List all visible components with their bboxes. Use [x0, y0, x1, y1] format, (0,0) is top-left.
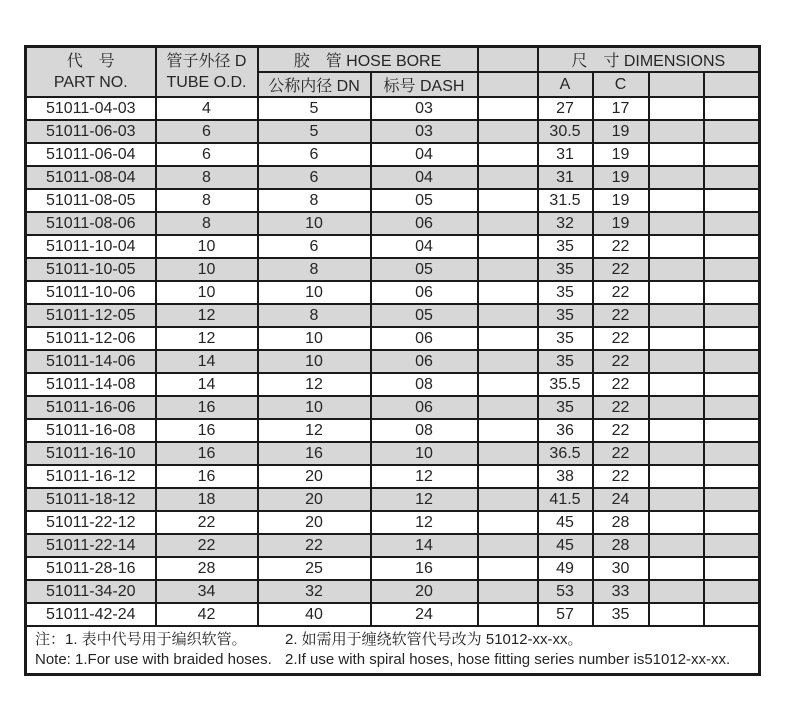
cell-dn: 16 — [258, 442, 371, 465]
spacer-cell — [649, 373, 704, 396]
cell-a: 32 — [538, 212, 593, 235]
cell-c: 19 — [593, 212, 649, 235]
spacer-cell — [649, 120, 704, 143]
spacer-cell — [704, 97, 760, 120]
cell-dash: 24 — [371, 603, 478, 626]
note-line-en — [35, 650, 750, 670]
table-row — [26, 304, 760, 327]
cell-dash: 12 — [371, 511, 478, 534]
cell-part-no: 51011-12-05 — [26, 304, 156, 327]
cell-c: 22 — [593, 258, 649, 281]
spacer-cell — [704, 304, 760, 327]
spacer-cell — [649, 304, 704, 327]
table-row — [26, 189, 760, 212]
spacer-cell — [478, 373, 538, 396]
spacer-cell — [649, 557, 704, 580]
note-zh-1: 注：1. 表中代号用于编织软管。 — [35, 631, 247, 648]
cell-tube-od: 28 — [156, 557, 258, 580]
cell-dn: 5 — [258, 97, 371, 120]
header-col-c: C — [593, 72, 649, 97]
cell-part-no: 51011-10-04 — [26, 235, 156, 258]
cell-dn: 6 — [258, 235, 371, 258]
cell-c: 19 — [593, 120, 649, 143]
cell-a: 31 — [538, 143, 593, 166]
cell-c: 22 — [593, 304, 649, 327]
spacer-cell — [478, 143, 538, 166]
spacer-cell — [704, 327, 760, 350]
cell-part-no: 51011-16-10 — [26, 442, 156, 465]
spacer-cell — [649, 212, 704, 235]
cell-tube-od: 10 — [156, 258, 258, 281]
spacer-cell — [704, 534, 760, 557]
spacer-cell — [704, 143, 760, 166]
spacer-cell — [704, 350, 760, 373]
spacer-cell — [704, 396, 760, 419]
cell-a: 27 — [538, 97, 593, 120]
cell-part-no: 51011-16-06 — [26, 396, 156, 419]
cell-a: 57 — [538, 603, 593, 626]
spacer-cell — [649, 235, 704, 258]
spacer-cell — [704, 189, 760, 212]
cell-tube-od: 16 — [156, 396, 258, 419]
cell-dash: 03 — [371, 120, 478, 143]
header-dimensions: 尺 寸 DIMENSIONS — [538, 47, 760, 73]
cell-part-no: 51011-10-05 — [26, 258, 156, 281]
cell-part-no: 51011-14-06 — [26, 350, 156, 373]
cell-dn: 6 — [258, 166, 371, 189]
cell-part-no: 51011-08-04 — [26, 166, 156, 189]
table-header — [26, 47, 760, 98]
cell-tube-od: 8 — [156, 166, 258, 189]
cell-part-no: 51011-14-08 — [26, 373, 156, 396]
cell-dash: 06 — [371, 212, 478, 235]
spacer-cell — [478, 396, 538, 419]
cell-tube-od: 34 — [156, 580, 258, 603]
note-line-zh — [35, 630, 750, 650]
spacer-cell — [649, 97, 704, 120]
cell-tube-od: 8 — [156, 212, 258, 235]
spacer-cell — [478, 212, 538, 235]
cell-tube-od: 14 — [156, 373, 258, 396]
spacer-cell — [478, 442, 538, 465]
cell-dn: 8 — [258, 258, 371, 281]
table-row — [26, 258, 760, 281]
note-zh-2: 2. 如需用于缠绕软管代号改为 51012-xx-xx。 — [285, 631, 583, 648]
cell-a: 35 — [538, 281, 593, 304]
spacer-cell — [478, 258, 538, 281]
spacer-cell — [704, 258, 760, 281]
cell-c: 22 — [593, 373, 649, 396]
cell-part-no: 51011-28-16 — [26, 557, 156, 580]
cell-tube-od: 8 — [156, 189, 258, 212]
cell-dash: 04 — [371, 166, 478, 189]
spacer-cell — [649, 603, 704, 626]
spacer-cell — [478, 120, 538, 143]
cell-tube-od: 12 — [156, 304, 258, 327]
cell-c: 17 — [593, 97, 649, 120]
cell-c: 22 — [593, 327, 649, 350]
cell-tube-od: 6 — [156, 143, 258, 166]
header-part-no-zh: 代 号 — [66, 53, 115, 70]
table-row — [26, 120, 760, 143]
table-row — [26, 534, 760, 557]
header-hose-bore: 胶 管 HOSE BORE — [258, 47, 478, 73]
table-row — [26, 166, 760, 189]
cell-dn: 12 — [258, 419, 371, 442]
cell-dash: 12 — [371, 465, 478, 488]
cell-c: 22 — [593, 281, 649, 304]
cell-a: 35 — [538, 304, 593, 327]
cell-part-no: 51011-22-12 — [26, 511, 156, 534]
cell-tube-od: 10 — [156, 235, 258, 258]
spacer-cell — [704, 488, 760, 511]
cell-dn: 22 — [258, 534, 371, 557]
cell-c: 33 — [593, 580, 649, 603]
table-body — [26, 97, 760, 626]
cell-dash: 08 — [371, 373, 478, 396]
cell-a: 35 — [538, 235, 593, 258]
cell-dash: 14 — [371, 534, 478, 557]
cell-tube-od: 12 — [156, 327, 258, 350]
table-row — [26, 557, 760, 580]
cell-a: 41.5 — [538, 488, 593, 511]
cell-dash: 05 — [371, 189, 478, 212]
spacer-cell — [649, 350, 704, 373]
spacer-cell — [649, 488, 704, 511]
cell-dash: 06 — [371, 281, 478, 304]
cell-a: 31 — [538, 166, 593, 189]
spacer-cell — [649, 465, 704, 488]
spacer-cell — [704, 419, 760, 442]
cell-c: 22 — [593, 419, 649, 442]
cell-part-no: 51011-22-14 — [26, 534, 156, 557]
table-row — [26, 97, 760, 120]
spacer-cell — [704, 603, 760, 626]
table-footer — [26, 626, 760, 675]
cell-part-no: 51011-10-06 — [26, 281, 156, 304]
spacer-cell — [704, 442, 760, 465]
cell-a: 38 — [538, 465, 593, 488]
spacer-cell — [704, 212, 760, 235]
cell-dash: 12 — [371, 488, 478, 511]
spacer-cell — [704, 235, 760, 258]
cell-dn: 10 — [258, 350, 371, 373]
cell-a: 36 — [538, 419, 593, 442]
cell-part-no: 51011-08-06 — [26, 212, 156, 235]
cell-part-no: 51011-42-24 — [26, 603, 156, 626]
cell-part-no: 51011-16-08 — [26, 419, 156, 442]
cell-dn: 12 — [258, 373, 371, 396]
cell-c: 22 — [593, 350, 649, 373]
cell-c: 19 — [593, 143, 649, 166]
spacer-cell — [649, 166, 704, 189]
spacer-cell — [704, 281, 760, 304]
cell-a: 35 — [538, 396, 593, 419]
spacer-cell — [649, 396, 704, 419]
cell-a: 35.5 — [538, 373, 593, 396]
spacer-cell — [478, 534, 538, 557]
cell-dash: 05 — [371, 258, 478, 281]
header-row-1 — [26, 47, 760, 73]
cell-dn: 8 — [258, 189, 371, 212]
cell-dn: 5 — [258, 120, 371, 143]
cell-dn: 10 — [258, 281, 371, 304]
spacer-cell — [649, 534, 704, 557]
cell-tube-od: 14 — [156, 350, 258, 373]
spacer-cell — [649, 327, 704, 350]
spacer-cell — [649, 189, 704, 212]
cell-c: 28 — [593, 511, 649, 534]
spacer-cell — [649, 511, 704, 534]
table-row — [26, 235, 760, 258]
table-row — [26, 603, 760, 626]
cell-a: 35 — [538, 258, 593, 281]
spacer-cell — [649, 419, 704, 442]
cell-a: 49 — [538, 557, 593, 580]
cell-a: 53 — [538, 580, 593, 603]
table-row — [26, 281, 760, 304]
cell-tube-od: 10 — [156, 281, 258, 304]
spacer-cell — [704, 120, 760, 143]
note-en-1: Note: 1.For use with braided hoses. — [35, 651, 272, 668]
spacer-cell — [478, 327, 538, 350]
notes-row — [26, 626, 760, 675]
spacer-cell — [649, 580, 704, 603]
spacer-cell — [704, 557, 760, 580]
table-row — [26, 511, 760, 534]
header-part-no — [26, 47, 156, 98]
table-row — [26, 465, 760, 488]
spacer-cell — [704, 580, 760, 603]
header-spacer-top — [478, 47, 538, 73]
cell-c: 24 — [593, 488, 649, 511]
cell-a: 35 — [538, 327, 593, 350]
header-dn: 公称内径 DN — [258, 72, 371, 97]
spacer-cell — [704, 465, 760, 488]
spacer-cell — [478, 603, 538, 626]
table-row — [26, 212, 760, 235]
cell-c: 30 — [593, 557, 649, 580]
header-tube-od-en: TUBE O.D. — [166, 74, 247, 91]
spacer-cell — [478, 557, 538, 580]
spacer-cell — [704, 166, 760, 189]
cell-part-no: 51011-08-05 — [26, 189, 156, 212]
spacer-cell — [478, 488, 538, 511]
cell-a: 31.5 — [538, 189, 593, 212]
cell-c: 28 — [593, 534, 649, 557]
cell-a: 36.5 — [538, 442, 593, 465]
cell-c: 19 — [593, 189, 649, 212]
spacer-cell — [478, 281, 538, 304]
cell-c: 35 — [593, 603, 649, 626]
cell-dn: 10 — [258, 212, 371, 235]
cell-dn: 10 — [258, 327, 371, 350]
cell-dn: 20 — [258, 488, 371, 511]
cell-dn: 8 — [258, 304, 371, 327]
cell-part-no: 51011-06-03 — [26, 120, 156, 143]
cell-tube-od: 4 — [156, 97, 258, 120]
cell-dn: 32 — [258, 580, 371, 603]
cell-c: 22 — [593, 235, 649, 258]
cell-dash: 05 — [371, 304, 478, 327]
cell-dash: 06 — [371, 327, 478, 350]
spacer-cell — [649, 143, 704, 166]
cell-tube-od: 22 — [156, 534, 258, 557]
cell-part-no: 51011-16-12 — [26, 465, 156, 488]
spacer-cell — [649, 258, 704, 281]
cell-dash: 06 — [371, 396, 478, 419]
cell-c: 22 — [593, 396, 649, 419]
cell-part-no: 51011-18-12 — [26, 488, 156, 511]
header-tube-od-zh: 管子外径 D — [166, 53, 247, 70]
cell-dash: 03 — [371, 97, 478, 120]
cell-a: 30.5 — [538, 120, 593, 143]
table-row — [26, 350, 760, 373]
cell-a: 45 — [538, 511, 593, 534]
cell-dash: 20 — [371, 580, 478, 603]
cell-part-no: 51011-04-03 — [26, 97, 156, 120]
note-en-2: 2.If use with spiral hoses, hose fitting series number is51012-xx-xx. — [285, 651, 731, 668]
cell-dn: 10 — [258, 396, 371, 419]
cell-a: 35 — [538, 350, 593, 373]
cell-tube-od: 6 — [156, 120, 258, 143]
spacer-cell — [704, 511, 760, 534]
cell-tube-od: 16 — [156, 465, 258, 488]
spacer-cell — [704, 373, 760, 396]
spacer-cell — [478, 235, 538, 258]
spacer-cell — [478, 419, 538, 442]
cell-part-no: 51011-12-06 — [26, 327, 156, 350]
table-row — [26, 419, 760, 442]
table-row — [26, 396, 760, 419]
spacer-cell — [478, 166, 538, 189]
table-row — [26, 442, 760, 465]
spacer-cell — [478, 465, 538, 488]
spacer-cell — [478, 189, 538, 212]
spacer-cell — [649, 442, 704, 465]
spacer-cell — [478, 304, 538, 327]
cell-c: 22 — [593, 465, 649, 488]
header-spacer-bottom — [478, 72, 538, 97]
header-col-a: A — [538, 72, 593, 97]
header-col-empty-1 — [649, 72, 704, 97]
table-row — [26, 488, 760, 511]
cell-c: 22 — [593, 442, 649, 465]
spacer-cell — [478, 97, 538, 120]
table-row — [26, 580, 760, 603]
table-row — [26, 143, 760, 166]
cell-dash: 08 — [371, 419, 478, 442]
cell-dn: 40 — [258, 603, 371, 626]
header-tube-od — [156, 47, 258, 98]
cell-tube-od: 16 — [156, 442, 258, 465]
cell-tube-od: 42 — [156, 603, 258, 626]
cell-tube-od: 22 — [156, 511, 258, 534]
table-row — [26, 373, 760, 396]
spacer-cell — [478, 511, 538, 534]
spacer-cell — [649, 281, 704, 304]
header-col-empty-2 — [704, 72, 760, 97]
notes-cell — [26, 626, 760, 675]
cell-part-no: 51011-06-04 — [26, 143, 156, 166]
spacer-cell — [478, 350, 538, 373]
spacer-cell — [478, 580, 538, 603]
cell-dash: 16 — [371, 557, 478, 580]
cell-tube-od: 16 — [156, 419, 258, 442]
cell-dash: 10 — [371, 442, 478, 465]
cell-a: 45 — [538, 534, 593, 557]
cell-dn: 20 — [258, 511, 371, 534]
cell-tube-od: 18 — [156, 488, 258, 511]
cell-dash: 04 — [371, 235, 478, 258]
cell-dn: 25 — [258, 557, 371, 580]
header-dash: 标号 DASH — [371, 72, 478, 97]
cell-c: 19 — [593, 166, 649, 189]
header-part-no-en: PART NO. — [53, 74, 128, 91]
cell-dash: 06 — [371, 350, 478, 373]
spec-table — [24, 45, 761, 676]
cell-dn: 6 — [258, 143, 371, 166]
table-row — [26, 327, 760, 350]
cell-dash: 04 — [371, 143, 478, 166]
cell-part-no: 51011-34-20 — [26, 580, 156, 603]
cell-dn: 20 — [258, 465, 371, 488]
